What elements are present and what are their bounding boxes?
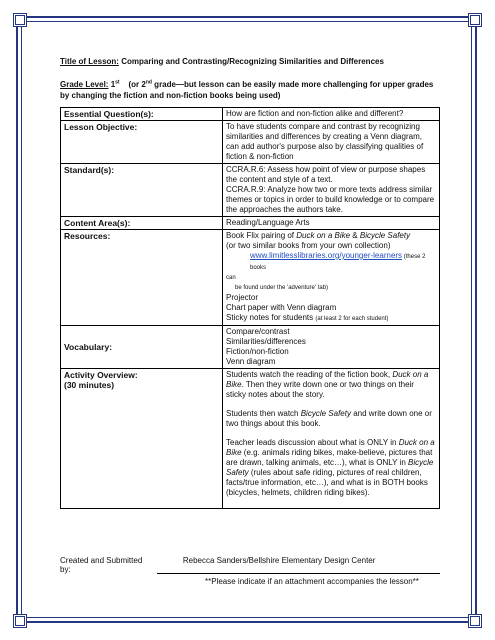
essential-question-label: Essential Question(s):	[61, 108, 223, 121]
book-title: Bicycle Safety	[359, 231, 411, 240]
resource-item: Chart paper with Venn diagram	[226, 303, 337, 312]
border-corner-ornament	[468, 13, 482, 27]
border-corner-ornament	[13, 614, 27, 628]
footer	[60, 556, 440, 586]
title-label: Title of Lesson:	[60, 57, 119, 66]
vocabulary-item: Similarities/differences	[226, 337, 306, 346]
essential-question-value: How are fiction and non-fiction alike and different?	[223, 108, 440, 121]
resource-item: Projector	[226, 293, 259, 302]
standard-item: CCRA.R.9: Analyze how two or more texts address similar themes or topics in order to build knowledge or to compare the approaches the authors take.	[226, 185, 435, 214]
vocabulary-item: Venn diagram	[226, 357, 276, 366]
activity-text: . Then they write down one or two things on their sticky notes about the story.	[226, 380, 414, 399]
vocabulary-value	[223, 326, 440, 369]
vocabulary-item: Fiction/non-fiction	[226, 347, 289, 356]
border-corner-ornament	[13, 13, 27, 27]
table-row	[61, 217, 440, 230]
attachment-note: **Please indicate if an attachment accompanies the lesson**	[205, 577, 419, 586]
activity-text: and write down one or two things about this book.	[226, 409, 432, 428]
border-corner-ornament	[468, 614, 482, 628]
lesson-objective-value: To have students compare and contrast by recognizing similarities and differences by creating a Venn diagram, can add author's purpose also by classifying qualities of fiction & non-fiction	[223, 121, 440, 164]
resource-text: &	[350, 231, 360, 240]
activity-paragraph	[226, 409, 436, 429]
activity-paragraph	[226, 438, 436, 498]
activity-label-duration: (30 minutes)	[64, 380, 115, 390]
grade-note-rest: grade—but lesson can be easily made more challenging for upper grades by changing the fiction and non-fiction books being used)	[60, 80, 434, 100]
standards-label: Standard(s):	[61, 164, 223, 217]
resource-text: Sticky notes for students	[226, 313, 316, 322]
activity-overview-value	[223, 369, 440, 509]
standard-item: CCRA.R.6: Assess how point of view or purpose shapes the content and style of a text.	[226, 165, 426, 184]
activity-text: (rules about safe riding, pictures of real children, facts/true information, etc…), and what is in BOTH books (bicycles, helmets, children riding bikes).	[226, 468, 428, 497]
content-area-label: Content Area(s):	[61, 217, 223, 230]
submitted-by	[60, 556, 440, 574]
activity-text: Students watch the reading of the fiction book,	[226, 370, 393, 379]
lesson-table	[60, 107, 440, 509]
title-value: Comparing and Contrasting/Recognizing Similarities and Differences	[121, 57, 384, 66]
book-title: Duck on a Bike	[226, 438, 435, 457]
grade-note-suffix: nd	[145, 79, 152, 86]
activity-text: (e.g. animals riding bikes, make-believe, pictures that are drawn, talking animals, etc…), what is ONLY in	[226, 448, 433, 467]
resource-item	[226, 251, 436, 273]
activity-text: Students then watch	[226, 409, 301, 418]
grade-label: Grade Level:	[60, 80, 109, 89]
resource-item: (or two similar books from your own collection)	[226, 241, 391, 250]
standards-value	[223, 164, 440, 217]
lesson-objective-label: Lesson Objective:	[61, 121, 223, 164]
resource-item: be found under the 'adventure' tab)	[235, 285, 329, 291]
book-title: Duck on a Bike	[296, 231, 351, 240]
activity-paragraph	[226, 370, 436, 400]
resource-text: Book Flix pairing of	[226, 231, 297, 240]
content-area-value: Reading/Language Arts	[223, 217, 440, 230]
library-link[interactable]: www.limitlesslibraries.org/younger-learners	[250, 251, 403, 260]
vocabulary-label: Vocabulary:	[61, 326, 223, 369]
book-title: Bicycle Safety	[300, 409, 351, 418]
vocabulary-item: Compare/contrast	[226, 327, 290, 336]
sticky-note-detail: (at least 2 for each student)	[315, 316, 389, 322]
table-row	[61, 108, 440, 121]
activity-text: Teacher leads discussion about what is ONLY in	[226, 438, 399, 447]
link-note: (these 2 books	[250, 254, 426, 271]
lesson-title	[60, 57, 440, 67]
grade-note-pre: (or 2	[128, 80, 146, 89]
resource-item	[226, 313, 436, 324]
table-row	[61, 121, 440, 164]
lesson-plan	[60, 57, 440, 509]
activity-overview-label	[61, 369, 223, 509]
grade-suffix: st	[115, 79, 120, 86]
table-row	[61, 230, 440, 326]
resources-label: Resources:	[61, 230, 223, 326]
resource-item: can	[226, 275, 236, 281]
resource-item	[226, 231, 436, 241]
table-row	[61, 326, 440, 369]
grade-level	[60, 79, 440, 101]
book-title: Duck on a Bike	[226, 370, 429, 389]
submitted-label: Created and Submitted by:	[60, 556, 143, 574]
activity-label-title: Activity Overview:	[64, 370, 138, 380]
book-title: Bicycle Safety	[226, 458, 434, 477]
resources-value	[223, 230, 440, 326]
table-row	[61, 164, 440, 217]
grade-number: 1	[110, 80, 116, 89]
submitted-value: Rebecca Sanders/Bellshire Elementary Design Center	[157, 556, 440, 574]
table-row	[61, 369, 440, 509]
